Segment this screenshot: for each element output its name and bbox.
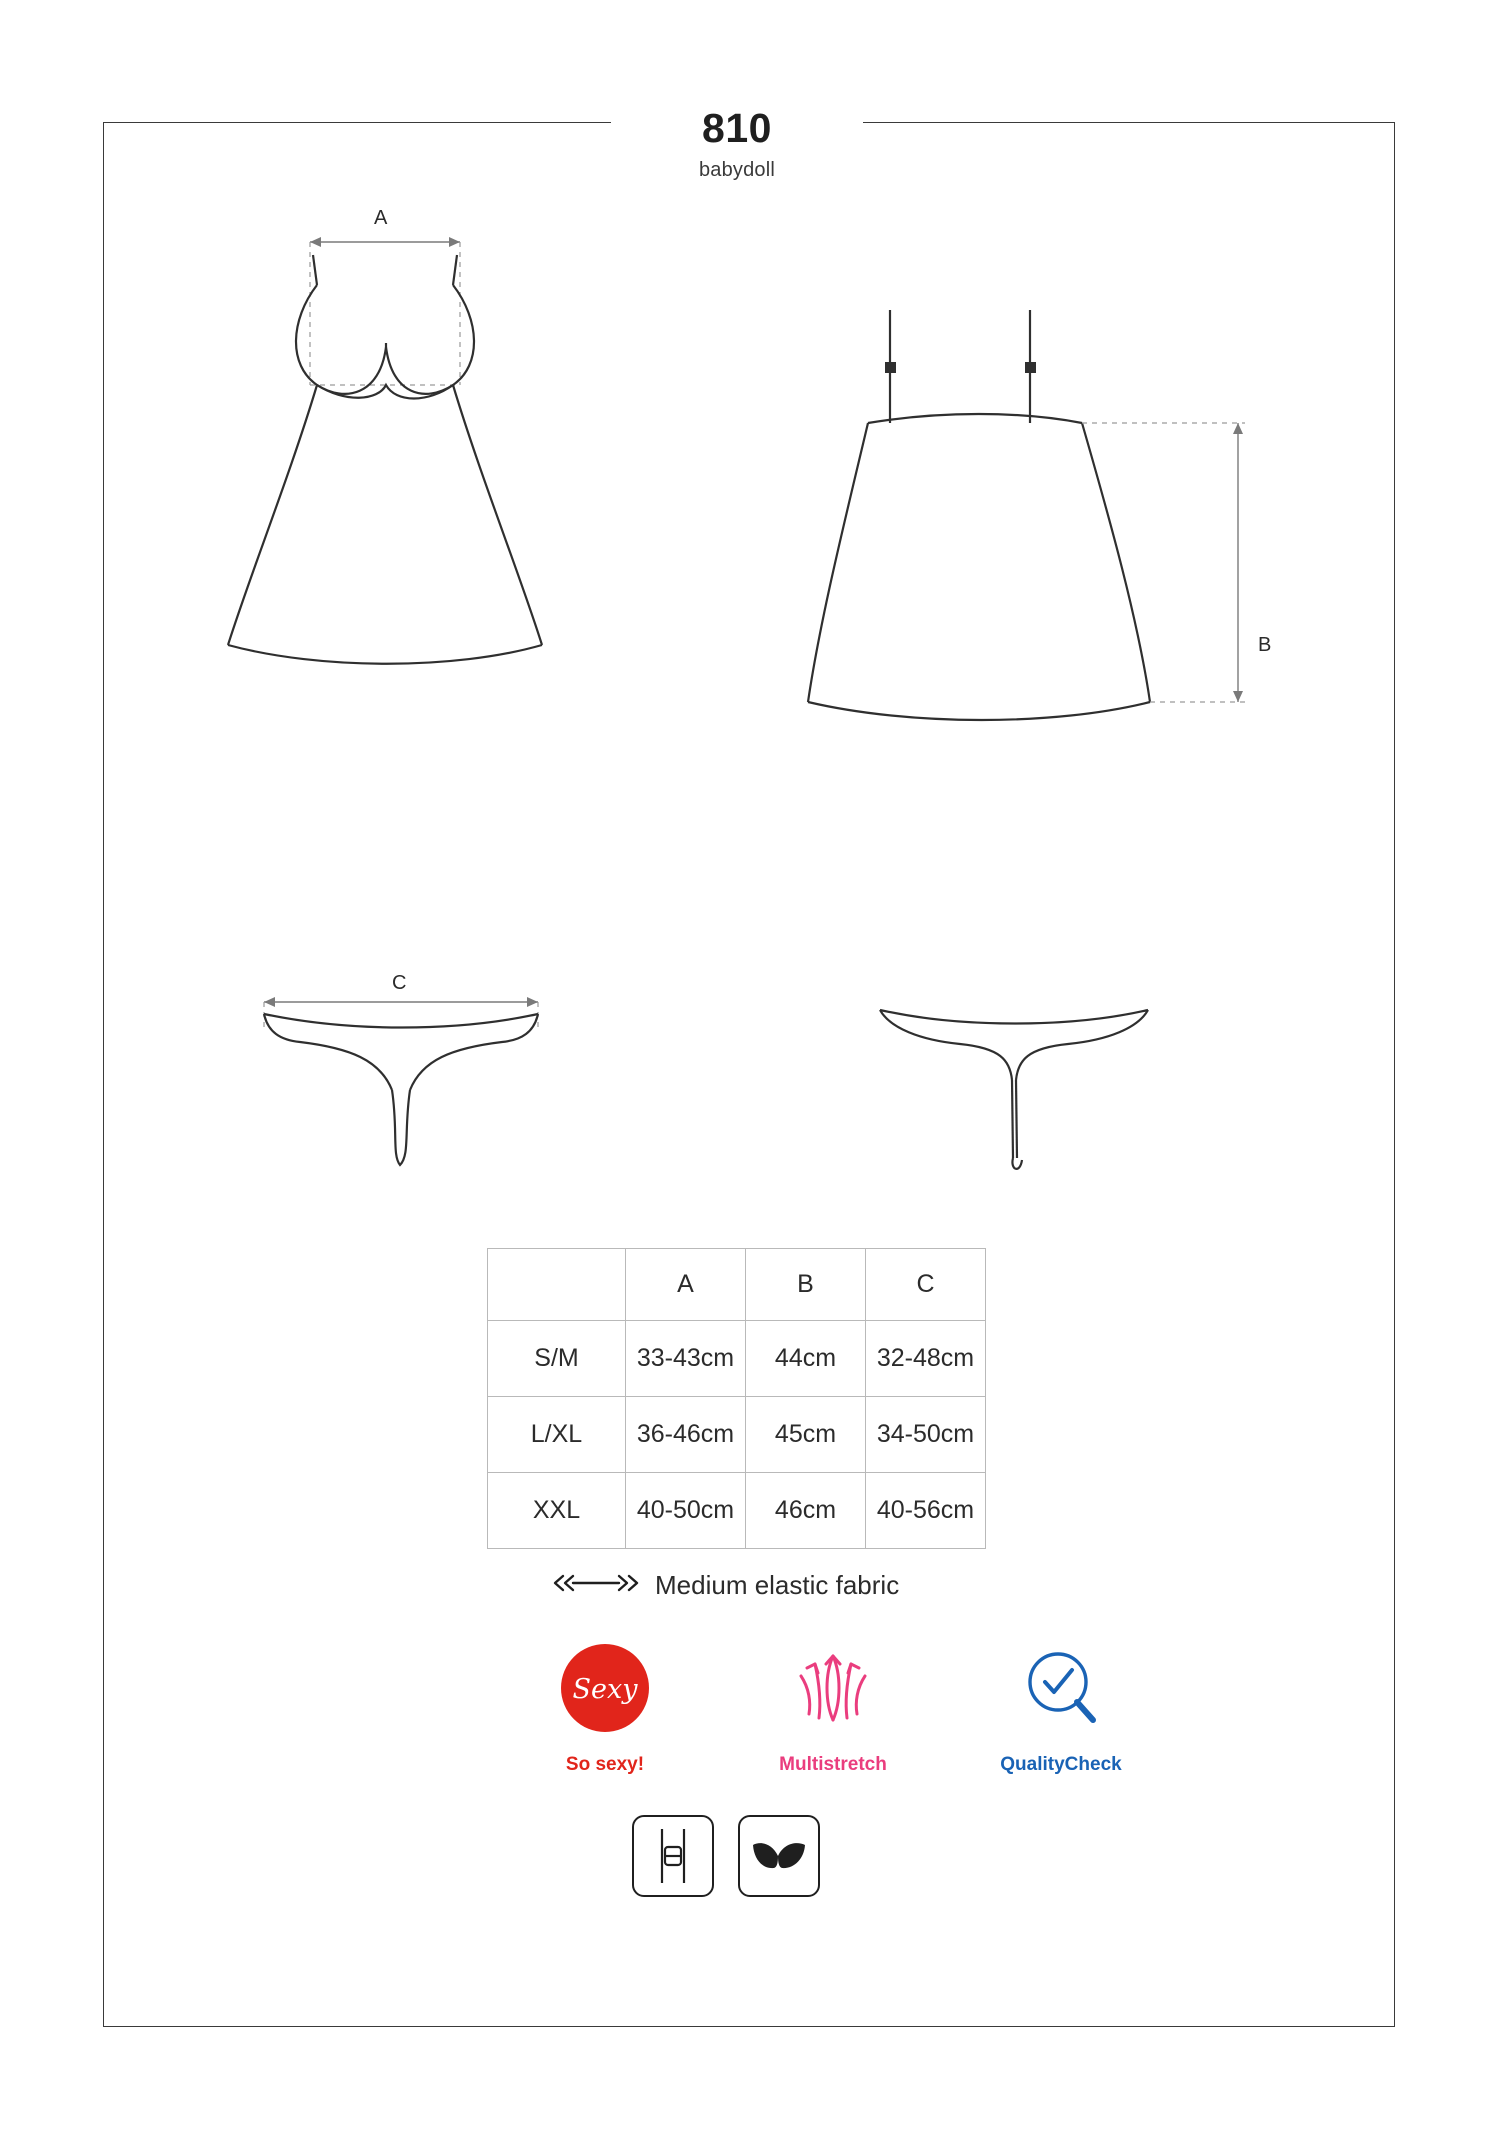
size-label: S/M xyxy=(488,1321,626,1397)
size-value-c: 40-56cm xyxy=(866,1473,986,1549)
badge-quality-check xyxy=(976,1640,1146,1776)
size-value-a: 40-50cm xyxy=(626,1473,746,1549)
babydoll-back-view xyxy=(790,290,1300,895)
badge-caption: QualityCheck xyxy=(1000,1754,1122,1775)
elastic-note-text: Medium elastic fabric xyxy=(655,1570,900,1600)
table-corner-cell xyxy=(488,1249,626,1321)
multistretch-icon xyxy=(785,1723,881,1740)
elastic-note xyxy=(551,1570,899,1601)
dimension-label-a: A xyxy=(374,207,388,229)
table-row xyxy=(488,1473,986,1549)
page-title: 810 xyxy=(702,105,772,151)
table-row xyxy=(488,1397,986,1473)
size-label: L/XL xyxy=(488,1397,626,1473)
size-value-a: 33-43cm xyxy=(626,1321,746,1397)
babydoll-front-view xyxy=(170,207,650,880)
adjustable-strap-icon xyxy=(632,1815,714,1897)
badge-caption: Multistretch xyxy=(779,1754,887,1775)
dimension-label-b: B xyxy=(1258,634,1272,656)
table-header-c: C xyxy=(866,1249,986,1321)
badge-row xyxy=(520,1640,1146,1776)
thong-back-view xyxy=(860,980,1200,1215)
badge-multistretch xyxy=(748,1640,918,1776)
thong-front-view xyxy=(240,972,630,1215)
size-table xyxy=(487,1248,986,1549)
size-value-b: 46cm xyxy=(746,1473,866,1549)
size-value-c: 32-48cm xyxy=(866,1321,986,1397)
badge-so-sexy xyxy=(520,1640,690,1776)
product-type-label: babydoll xyxy=(698,159,776,181)
size-value-c: 34-50cm xyxy=(866,1397,986,1473)
size-value-a: 36-46cm xyxy=(626,1397,746,1473)
sexy-seal-icon xyxy=(557,1674,653,1740)
table-header-row xyxy=(488,1249,986,1321)
quality-check-magnifier-icon xyxy=(1013,1723,1109,1740)
soft-cup-bra-icon xyxy=(738,1815,820,1897)
size-value-b: 44cm xyxy=(746,1321,866,1397)
badge-caption: So sexy! xyxy=(565,1754,645,1775)
table-header-b: B xyxy=(746,1249,866,1321)
size-value-b: 45cm xyxy=(746,1397,866,1473)
svg-text:Sexy: Sexy xyxy=(572,1674,638,1705)
title-plate xyxy=(611,80,863,192)
table-header-a: A xyxy=(626,1249,746,1321)
table-row xyxy=(488,1321,986,1397)
double-arrow-icon xyxy=(551,1570,641,1601)
dimension-label-c: C xyxy=(392,972,407,994)
care-icon-row xyxy=(632,1815,820,1897)
size-label: XXL xyxy=(488,1473,626,1549)
